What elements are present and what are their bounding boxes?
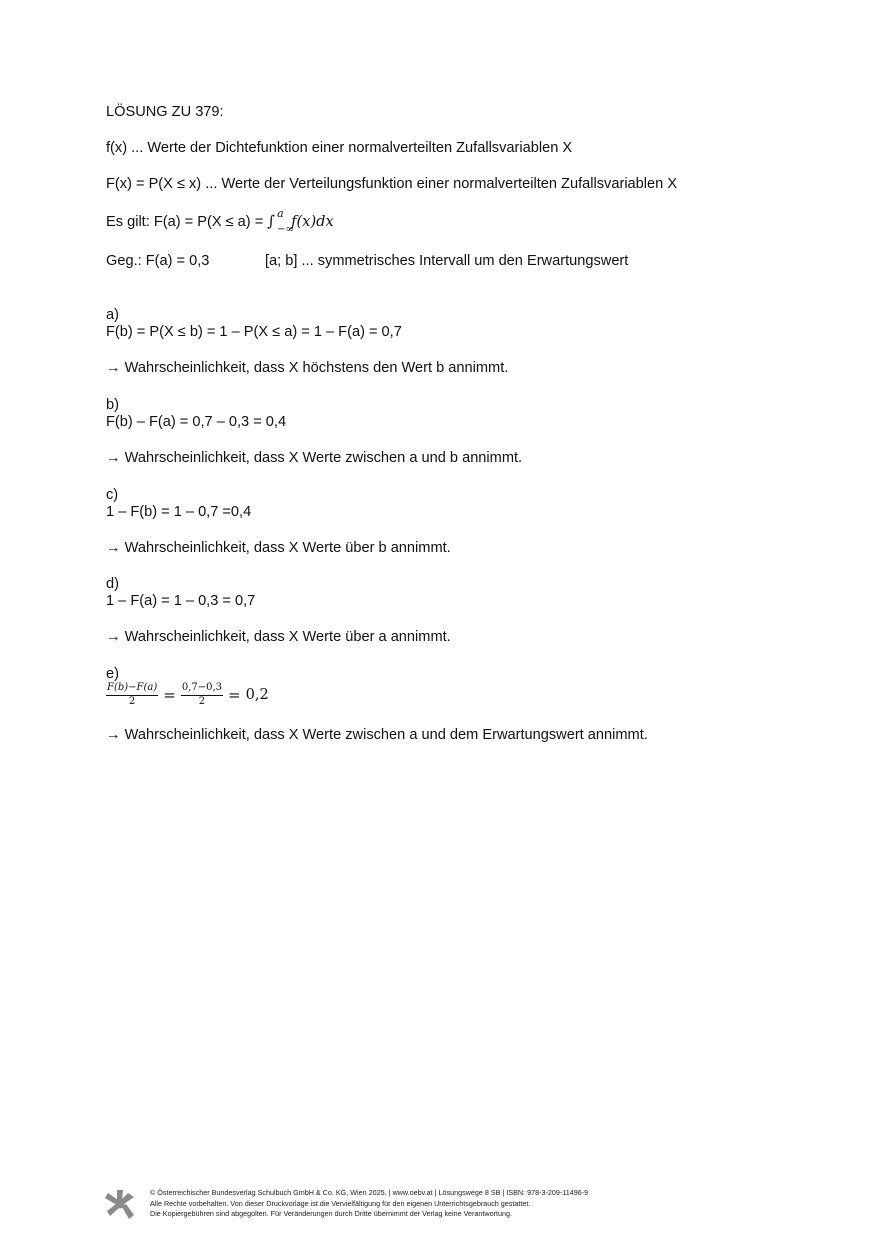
part-e-formula xyxy=(106,682,269,708)
footer-copyright: © Österreichischer Bundesverlag Schulbuch GmbH & Co. KG, Wien 2025. | www.oebv.at | Lösungswege 8 SB | ISBN: 978-3-209-11496-9 xyxy=(150,1188,589,1197)
fraction-1 xyxy=(106,682,158,708)
integral-prefix: Es gilt: F(a) = P(X ≤ a) = xyxy=(106,214,268,230)
integral-limits xyxy=(275,207,294,236)
part-e-result: 0,2 xyxy=(245,686,269,704)
fraction-2-numerator: 0,7−0,3 xyxy=(181,682,223,696)
integral-upper-limit: a xyxy=(277,207,284,221)
page-footer xyxy=(104,1187,704,1223)
footer-disclaimer: Die Kopiergebühren sind abgegolten. Für Veränderungen durch Dritte übernimmt der Verlag keine Verantwortung. xyxy=(150,1209,512,1218)
fraction-1-denominator: 2 xyxy=(128,696,136,708)
part-b-label: b) xyxy=(106,397,119,413)
equals-sign-2: = xyxy=(228,686,241,705)
part-a-answer: → Wahrscheinlichkeit, dass X höchstens den Wert b annimmt. xyxy=(106,360,509,376)
part-b-answer: → Wahrscheinlichkeit, dass X Werte zwischen a und b annimmt. xyxy=(106,450,523,466)
footer-text xyxy=(150,1188,588,1220)
part-e-label: e) xyxy=(106,666,119,682)
part-d-answer: → Wahrscheinlichkeit, dass X Werte über a annimmt. xyxy=(106,629,451,645)
integrand: f(x)dx xyxy=(291,213,334,230)
solution-heading: LÖSUNG ZU 379: xyxy=(106,104,224,120)
definition-density: f(x) ... Werte der Dichtefunktion einer normalverteilten Zufallsvariablen X xyxy=(106,140,573,156)
given-right: [a; b] ... symmetrisches Intervall um den Erwartungswert xyxy=(265,253,629,269)
part-a-label: a) xyxy=(106,307,119,323)
integral-lower-limit: −∞ xyxy=(277,224,294,236)
definition-distribution: F(x) = P(X ≤ x) ... Werte der Verteilungsfunktion einer normalverteilten Zufallsvariablen X xyxy=(106,176,678,192)
oebv-asterisk-logo-icon xyxy=(104,1189,136,1221)
part-d-formula: 1 – F(a) = 1 – 0,3 = 0,7 xyxy=(106,593,256,609)
part-e-answer: → Wahrscheinlichkeit, dass X Werte zwischen a und dem Erwartungswert annimmt. xyxy=(106,727,648,743)
footer-rights: Alle Rechte vorbehalten. Von dieser Druckvorlage ist die Vervielfältigung für den eigenen Unterrichtsgebrauch gestattet. xyxy=(150,1198,531,1208)
given-left: Geg.: F(a) = 0,3 xyxy=(106,253,210,269)
fraction-2 xyxy=(181,682,223,708)
part-c-label: c) xyxy=(106,487,119,503)
equals-sign-1: = xyxy=(163,686,176,705)
part-c-answer: → Wahrscheinlichkeit, dass X Werte über b annimmt. xyxy=(106,540,451,556)
part-b-formula: F(b) – F(a) = 0,7 – 0,3 = 0,4 xyxy=(106,414,287,430)
part-c-formula: 1 – F(b) = 1 – 0,7 =0,4 xyxy=(106,504,252,520)
part-d-label: d) xyxy=(106,576,119,592)
integral-sign: ∫ xyxy=(267,212,276,230)
integral-statement xyxy=(106,207,334,236)
fraction-1-numerator: F(b)−F(a) xyxy=(106,682,158,696)
fraction-2-denominator: 2 xyxy=(198,696,206,708)
part-a-formula: F(b) = P(X ≤ b) = 1 – P(X ≤ a) = 1 – F(a) = 0,7 xyxy=(106,324,402,340)
